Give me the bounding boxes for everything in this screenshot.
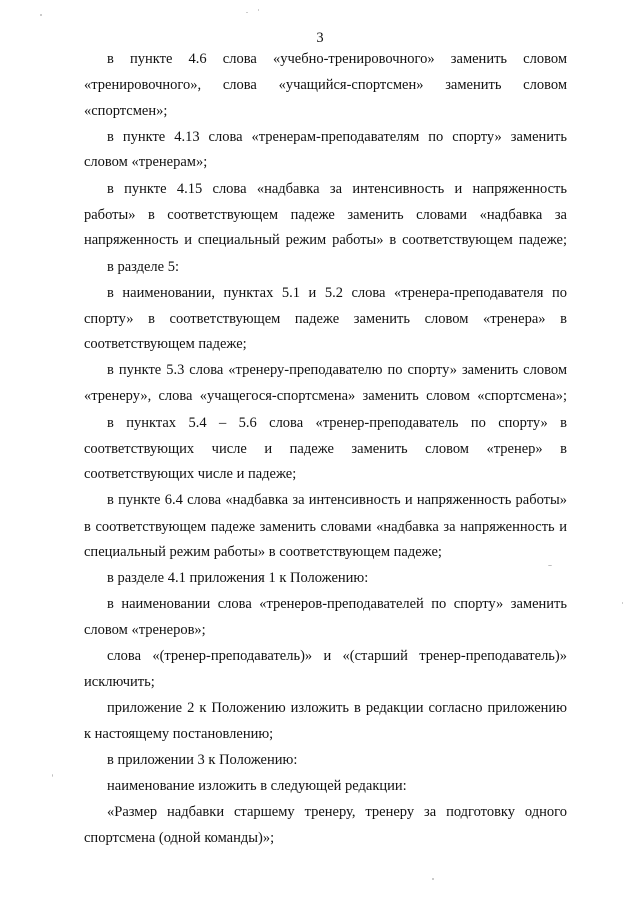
text-line: словом «тренерам»; (84, 154, 208, 170)
text-line: в пункте 5.3 слова «тренеру-преподавателю по спорту» заменить словом (107, 362, 567, 378)
text-line: в приложении 3 к Положению: (107, 752, 298, 768)
text-line: спорту» в соответствующем падеже заменить словом «тренера» в (84, 311, 567, 327)
text-line: спортсмена (одной команды)»; (84, 830, 275, 846)
page-number: 3 (316, 30, 324, 46)
text-line: в наименовании, пунктах 5.1 и 5.2 слова «тренера-преподавателя по (107, 285, 567, 301)
text-line: в пункте 4.13 слова «тренерам-преподавателям по спорту» заменить (107, 129, 567, 145)
text-line: соответствующих числе и падеже заменить словом «тренер» в (84, 441, 567, 457)
text-line: исключить; (84, 674, 155, 690)
scan-speck (622, 602, 623, 604)
text-line: словом «тренеров»; (84, 622, 206, 638)
text-line: соответствующем падеже; (84, 336, 247, 352)
text-line: «тренировочного», слова «учащийся-спортсмен» заменить словом (84, 77, 567, 93)
text-line: напряженность и специальный режим работы» в соответствующем падеже; (84, 232, 567, 248)
text-line: в пункте 6.4 слова «надбавка за интенсивность и напряженность работы» (107, 492, 567, 508)
text-line: приложение 2 к Положению изложить в редакции согласно приложению (107, 700, 567, 716)
text-line: в соответствующем падеже заменить словами «надбавка за напряженность и (84, 519, 567, 535)
text-line: наименование изложить в следующей редакции: (107, 778, 407, 794)
text-line: «Размер надбавки старшему тренеру, тренеру за подготовку одного (107, 804, 567, 820)
text-line: работы» в соответствующем падеже заменить словами «надбавка за (84, 207, 567, 223)
scan-speck (548, 565, 552, 566)
text-line: «спортсмен»; (84, 103, 168, 119)
text-line: специальный режим работы» в соответствующем падеже; (84, 544, 442, 560)
text-line: в разделе 5: (107, 259, 180, 275)
scan-speck (40, 14, 42, 16)
text-line: в разделе 4.1 приложения 1 к Положению: (107, 570, 369, 586)
scan-speck (52, 774, 53, 777)
text-line: в наименовании слова «тренеров-преподавателей по спорту» заменить (107, 596, 567, 612)
text-line: к настоящему постановлению; (84, 726, 274, 742)
text-line: слова «(тренер-преподаватель)» и «(старший тренер-преподаватель)» (107, 648, 567, 664)
text-line: в пункте 4.15 слова «надбавка за интенсивность и напряженность (107, 181, 567, 197)
text-line: в пунктах 5.4 – 5.6 слова «тренер-преподаватель по спорту» в (107, 415, 567, 431)
scan-speck (246, 12, 248, 13)
text-line: «тренеру», слова «учащегося-спортсмена» заменить словом «спортсмена»; (84, 388, 567, 404)
scan-speck (432, 878, 434, 880)
scan-speck (258, 9, 259, 11)
text-line: соответствующих числе и падеже; (84, 466, 297, 482)
text-line: в пункте 4.6 слова «учебно-тренировочного» заменить словом (107, 51, 567, 67)
